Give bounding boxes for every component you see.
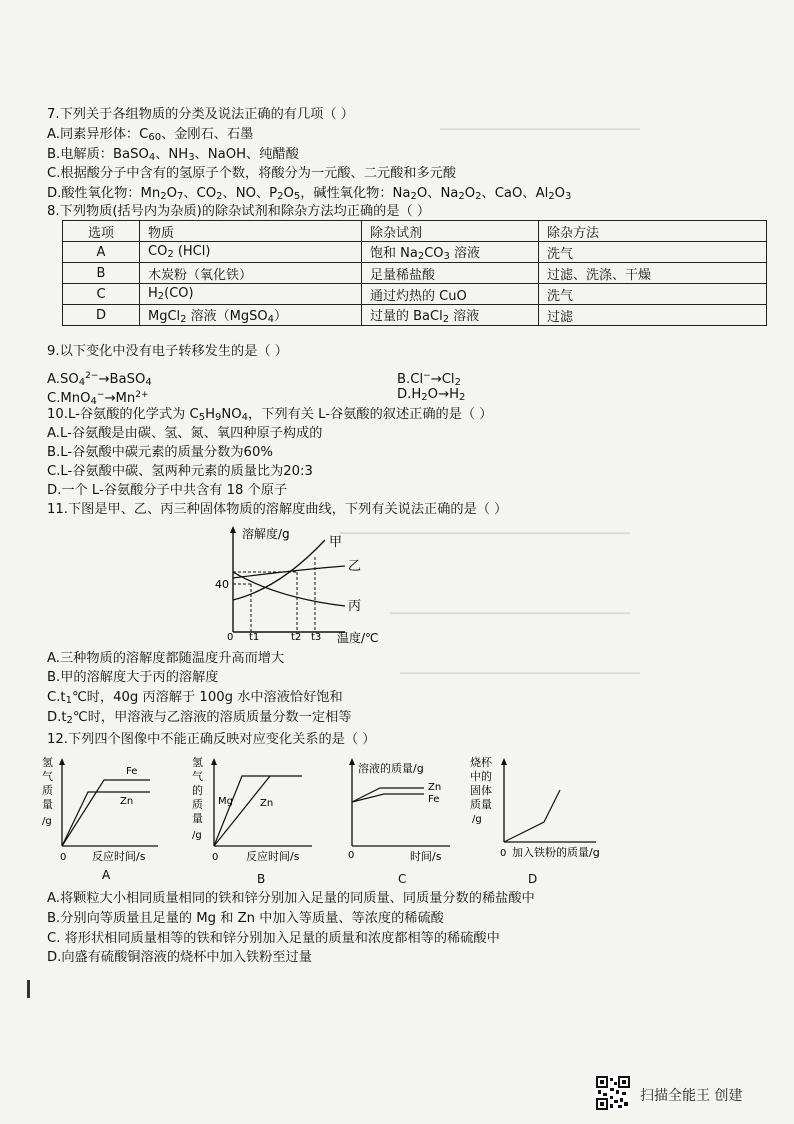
graph-letter: A bbox=[102, 868, 111, 882]
bleed-through-decoration: ▁▁▁▁▁▁▁▁▁▁▁▁▁▁▁▁▁▁▁▁▁▁▁▁ bbox=[400, 660, 640, 675]
qr-code-icon bbox=[596, 1076, 630, 1110]
q7-option-a: A.同素异形体：$C_{60}$、金刚石、石墨 bbox=[47, 127, 254, 143]
q7-stem: 7.下列关于各组物质的分类及说法正确的有几项（ ） bbox=[47, 107, 354, 122]
y-tick-40: 40 bbox=[215, 578, 229, 591]
series-label-zn: Zn bbox=[120, 796, 134, 807]
series-label-mg: Mg bbox=[218, 796, 233, 807]
table-header-cell: 物质 bbox=[140, 221, 362, 242]
series-line-fe bbox=[62, 780, 150, 846]
q9-stem: 9.以下变化中没有电子转移发生的是（ ） bbox=[47, 344, 288, 359]
y-axis-arrow bbox=[349, 758, 355, 765]
y-axis-label: 量 bbox=[42, 798, 53, 811]
q11-option-b: B.甲的溶解度大于丙的溶解度 bbox=[47, 670, 219, 685]
y-axis-label: 中的 bbox=[470, 770, 492, 783]
series-line-mg bbox=[214, 776, 302, 846]
table-header-row bbox=[63, 221, 767, 242]
graph-letter-d: D bbox=[528, 872, 538, 886]
x-tick-t2: t2 bbox=[291, 632, 302, 643]
scanner-watermark: 扫描全能王 创建 bbox=[640, 1088, 743, 1104]
q12-option-c: C. 将形状相同质量相等的铁和锌分别加入足量的质量和浓度都相等的稀硫酸中 bbox=[47, 931, 500, 946]
table-cell: D bbox=[63, 305, 140, 326]
x-axis-label: 反应时间/s bbox=[92, 850, 146, 863]
q11-stem: 11.下图是甲、乙、丙三种固体物质的溶解度曲线，下列有关说法正确的是（ ） bbox=[47, 502, 508, 517]
q9-option-b: $B.Cl^-\to Cl_2$ bbox=[397, 371, 461, 388]
q12-stem: 12.下列四个图像中不能正确反映对应变化关系的是（ ） bbox=[47, 732, 376, 747]
y-axis-label: 质量 bbox=[470, 798, 492, 811]
table-header-cell: 除杂试剂 bbox=[362, 221, 539, 242]
y-axis-arrow bbox=[211, 758, 217, 765]
table-cell: C bbox=[63, 284, 140, 305]
series-line-zn bbox=[214, 776, 270, 846]
series-label-zn: Zn bbox=[428, 782, 442, 793]
series-line-zn bbox=[62, 792, 150, 846]
x-axis-label: 加入铁粉的质量/g bbox=[512, 846, 600, 859]
origin-label: 0 bbox=[227, 632, 234, 643]
y-axis-label: /g bbox=[472, 814, 482, 825]
x-axis-label: 时间/s bbox=[410, 850, 442, 863]
origin-label: 0 bbox=[60, 852, 67, 863]
origin-label: 0 bbox=[212, 852, 219, 863]
y-axis-label: /g bbox=[192, 830, 202, 841]
q12-graph-b bbox=[190, 754, 330, 884]
curve-label-bing: 丙 bbox=[348, 599, 362, 614]
q11-option-c: $C.t_1℃$时，40g 丙溶解于 100g 水中溶液恰好饱和 bbox=[47, 690, 343, 706]
series-label-fe: Fe bbox=[126, 766, 138, 777]
q7-option-c: C.根据酸分子中含有的氢原子个数，将酸分为一元酸、二元酸和多元酸 bbox=[47, 166, 457, 181]
x-tick-t3: t3 bbox=[311, 632, 322, 643]
bleed-through-decoration: ▁▁▁▁▁▁▁▁▁▁▁▁▁▁▁▁▁▁▁▁▁▁▁▁ bbox=[390, 600, 630, 615]
curve-bing bbox=[233, 572, 345, 606]
q10-option-d: D.一个 L-谷氨酸分子中共含有 18 个原子 bbox=[47, 483, 288, 498]
q12-graph-a bbox=[40, 754, 180, 884]
q8-stem: 8.下列物质(括号内为杂质)的除杂试剂和除杂方法均正确的是（ ） bbox=[47, 204, 431, 219]
table-cell: 饱和 $Na_2CO_3$ 溶液 bbox=[362, 242, 539, 263]
q10-option-c: C.L-谷氨酸中碳、氢两种元素的质量比为20:3 bbox=[47, 464, 313, 479]
q12-option-b: B.分别向等质量且足量的 Mg 和 Zn 中加入等质量、等浓度的稀硫酸 bbox=[47, 911, 444, 926]
q11-option-d: $D.t_2℃$时，甲溶液与乙溶液的溶质质量分数一定相等 bbox=[47, 710, 352, 726]
table-cell: A bbox=[63, 242, 140, 263]
solubility-curve-graph bbox=[205, 522, 385, 646]
y-axis-label: 质 bbox=[42, 784, 53, 797]
y-axis-label: 氢 bbox=[192, 756, 203, 769]
series-line-solid-mass bbox=[504, 790, 560, 842]
table-row bbox=[63, 305, 767, 326]
y-axis-arrow bbox=[501, 758, 507, 765]
y-axis-label: 溶液的质量/g bbox=[358, 762, 424, 775]
table-cell: 过滤 bbox=[539, 305, 767, 326]
q10-stem: 10.L-谷氨酸的化学式为 $C_5H_9NO_4$，下列有关 L-谷氨酸的叙述正确的是（ ） bbox=[47, 407, 493, 423]
q12-option-a: A.将颗粒大小相同质量相同的铁和锌分别加入足量的同质量、同质量分数的稀盐酸中 bbox=[47, 891, 535, 906]
table-cell: 洗气 bbox=[539, 242, 767, 263]
table-cell: 洗气 bbox=[539, 284, 767, 305]
y-axis-label: 溶解度/g bbox=[242, 527, 290, 541]
series-label-fe: Fe bbox=[428, 794, 440, 805]
table-cell: 通过灼热的 CuO bbox=[362, 284, 539, 305]
table-cell: B bbox=[63, 263, 140, 284]
y-axis-label: 固体 bbox=[470, 784, 492, 797]
table-cell: $H_2(CO)$ bbox=[140, 284, 362, 305]
table-header-cell: 除杂方法 bbox=[539, 221, 767, 242]
origin-label: 0 bbox=[500, 848, 507, 859]
q7-option-d: D.酸性氧化物：$Mn_2O_7$、$CO_2$、NO、$P_2O_5$，碱性氧化物：$Na_2O$、$Na_2O_2$、CaO、$Al_2O_3$ bbox=[47, 186, 572, 202]
q10-option-a: A.L-谷氨酸是由碳、氢、氮、氧四种原子构成的 bbox=[47, 426, 323, 441]
table-cell: MgCl$_2$ 溶液（MgSO$_4$） bbox=[140, 305, 362, 326]
y-axis-arrow bbox=[59, 758, 65, 765]
table-cell: $CO_2$ (HCl) bbox=[140, 242, 362, 263]
table-row bbox=[63, 242, 767, 263]
bleed-through-decoration: ▁▁▁▁▁▁▁▁▁▁▁▁▁▁▁▁▁▁▁▁ bbox=[440, 116, 640, 131]
curve-jia bbox=[233, 540, 325, 600]
curve-label-yi: 乙 bbox=[348, 559, 362, 574]
x-tick-t1: t1 bbox=[249, 632, 260, 643]
table-cell: 足量稀盐酸 bbox=[362, 263, 539, 284]
y-axis-arrow bbox=[230, 526, 236, 533]
table-cell: 过量的 BaCl$_2$ 溶液 bbox=[362, 305, 539, 326]
q9-option-d: $D.H_2O\to H_2$ bbox=[397, 387, 466, 403]
y-axis-label: 气 bbox=[42, 770, 53, 783]
q8-table bbox=[62, 220, 767, 326]
y-axis-label: 的 bbox=[192, 784, 203, 797]
table-header-cell: 选项 bbox=[63, 221, 140, 242]
q9-option-c: $C.MnO_4^-\to Mn^{2+}$ bbox=[47, 390, 149, 407]
q12-graph-c bbox=[338, 754, 478, 884]
table-row bbox=[63, 263, 767, 284]
y-axis-label: 气 bbox=[192, 770, 203, 783]
table-cell: 过滤、洗涤、干燥 bbox=[539, 263, 767, 284]
x-axis-label: 温度/℃ bbox=[337, 631, 379, 645]
origin-label: 0 bbox=[348, 850, 355, 861]
bleed-through-decoration: ▁▁▁▁▁▁▁▁▁▁▁▁▁▁▁▁▁▁▁▁▁▁▁▁▁▁▁▁▁ bbox=[340, 520, 630, 535]
y-axis-label: 氢 bbox=[42, 756, 53, 769]
q12-graph-d bbox=[468, 754, 628, 884]
y-axis-label: 量 bbox=[192, 812, 203, 825]
graph-letter-c: C bbox=[398, 872, 407, 886]
q9-option-a: $A.SO_4^{2-}\to BaSO_4$ bbox=[47, 371, 152, 388]
margin-mark bbox=[27, 980, 30, 998]
table-row bbox=[63, 284, 767, 305]
y-axis-label: 质 bbox=[192, 798, 203, 811]
y-axis-label: /g bbox=[42, 816, 52, 827]
table-cell: 木炭粉（氧化铁） bbox=[140, 263, 362, 284]
series-label-zn: Zn bbox=[260, 798, 274, 809]
q10-option-b: B.L-谷氨酸中碳元素的质量分数为60% bbox=[47, 445, 273, 460]
curve-label-jia: 甲 bbox=[329, 535, 343, 550]
q12-option-d: D.向盛有硫酸铜溶液的烧杯中加入铁粉至过量 bbox=[47, 950, 312, 965]
x-axis-label: 反应时间/s bbox=[246, 850, 300, 863]
y-axis-label: 烧杯 bbox=[470, 756, 492, 769]
series-line-fe bbox=[352, 794, 424, 802]
q7-option-b: B.电解质：BaSO$_4$、$NH_3$、NaOH、纯醋酸 bbox=[47, 147, 299, 163]
graph-letter-b: B bbox=[257, 872, 266, 886]
q11-option-a: A.三种物质的溶解度都随温度升高而增大 bbox=[47, 651, 285, 666]
